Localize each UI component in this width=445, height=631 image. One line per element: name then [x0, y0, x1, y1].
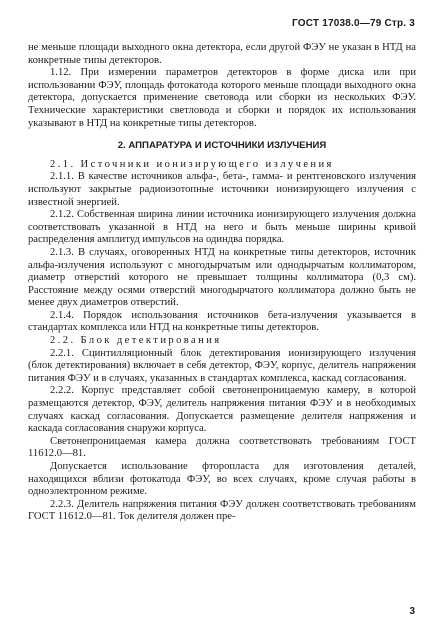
page-header: ГОСТ 17038.0—79 Стр. 3 — [292, 18, 415, 29]
section-heading: 2. АППАРАТУРА И ИСТОЧНИКИ ИЗЛУЧЕНИЯ — [117, 140, 327, 152]
paragraph: 2.1.1. В качестве источников альфа-, бета-, гамма- и рентгеновского излучения используют закрытые радиоизотопные источники ионизирующего излучения с известной энергией. — [28, 171, 416, 208]
paragraph: 2.1.4. Порядок использования источников бета-излучения указывается в стандартах комплекса или НТД на конкретные типы детекторов. — [28, 309, 416, 334]
paragraph: 2.2.2. Корпус представляет собой светонепроницаемую камеру, в которой размещаются детектор, ФЭУ, делитель напряжения питания ФЭУ и в необходимых случаях каскад согласования. Допускается размещение делителя напряжения и каскада согласования снаружи корпуса. — [28, 385, 416, 435]
paragraph: Допускается использование фторопласта для изготовления деталей, находящихся вблизи фотокатода ФЭУ, во всех случаях, кроме случая работы в одноэлектронном режиме. — [28, 461, 416, 498]
paragraph: 2.1.2. Собственная ширина линии источника ионизирующего излучения должна соответствовать указанной в НТД на него и быть меньше ширины кривой распределения амплитуд импульсов на одиндва порядка. — [28, 209, 416, 246]
paragraph: 1.12. При измерении параметров детекторов в форме диска или при использовании ФЭУ, площадь фотокатода которого меньше площади выходного окна детектора, допускается применение световода или сборки из нескольких ФЭУ. Технические характеристики светловода и сборки и порядок их использования указывают в НТД на конкретные типы детекторов. — [28, 67, 416, 129]
subsection-heading: 2.2. Блок детектирования — [50, 335, 222, 347]
paragraph: 2.1.3. В случаях, оговоренных НТД на конкретные типы детекторов, источник альфа-излучения используют с многодырчатым или однодырчатым коллиматором, диаметр отверстий которого не превышает толщины коллиматора (0,3 см). Расстояние между осями отверстий многодырчатого коллиматора должно быть не менее двух диаметров отверстий. — [28, 246, 416, 309]
paragraph: не меньше площади выходного окна детектора, если другой ФЭУ не указан в НТД на конкретные типы детекторов. — [28, 42, 416, 66]
body-text — [28, 42, 416, 524]
page-number: 3 — [409, 606, 415, 617]
subsection-heading: 2.1. Источники ионизирующего излучения — [50, 158, 334, 170]
paragraph: 2.2.1. Сцинтилляционный блок детектирования ионизирующего излучения (блок детектирования) включает в себя детектор, ФЭУ, корпус, делитель напряжения питания ФЭУ и в случаях, указанных в стандартах комплекса, каскад согласования. — [28, 347, 416, 384]
paragraph: Светонепроницаемая камера должна соответствовать требованиям ГОСТ 11612.0—81. — [28, 435, 416, 460]
paragraph: 2.2.3. Делитель напряжения питания ФЭУ должен соответствовать требованиям ГОСТ 11612.0—81. Ток делителя должен пре- — [28, 498, 416, 523]
